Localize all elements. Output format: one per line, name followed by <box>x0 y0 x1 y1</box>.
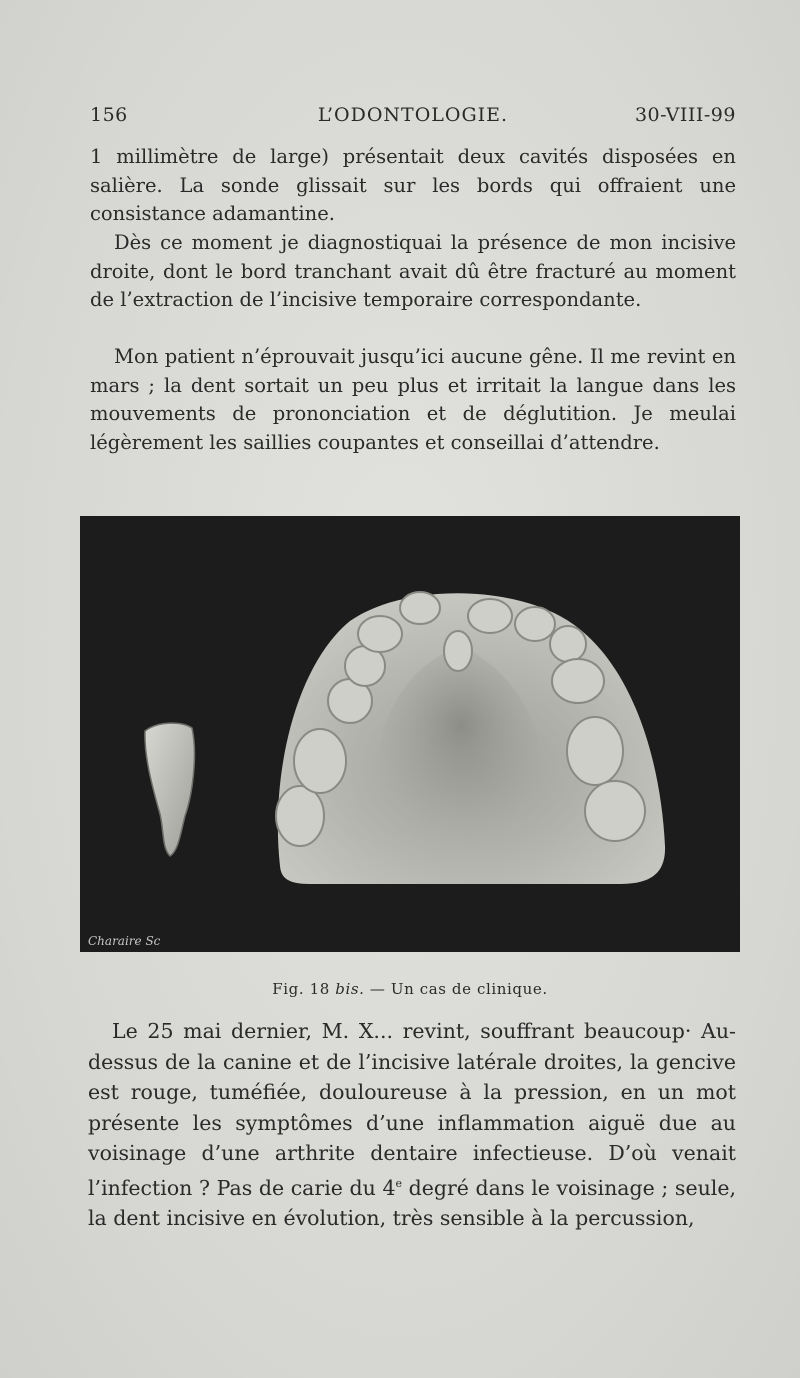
issue-date: 30-VIII-99 <box>634 104 736 126</box>
caption-figure-number: Fig. 18 <box>272 980 330 998</box>
paragraph-4-part-2: degré dans le voisinage ; seule, la dent incisive en évolution, très sensible à la percussion, <box>88 1175 736 1230</box>
paragraph-4-part-1: Le 25 mai dernier, M. X... revint, souffrant beaucoup· Au-dessus de la canine et de l’incisive latérale droites, la gencive est rouge, tuméfiée, douloureuse à la pression, en un mot présente les symptômes d’une inflammation aiguë due au voisinage d’une arthrite dentaire infectieuse. D’où venait l’infection ? Pas de carie du 4 <box>88 1019 736 1200</box>
dental-cast-illustration <box>80 516 740 952</box>
figure-caption <box>80 980 740 998</box>
caption-title: — Un cas de clinique. <box>364 980 548 998</box>
page-number: 156 <box>90 104 128 126</box>
paragraph-3-text: Mon patient n’éprouvait jusqu’ici aucune gêne. Il me revint en mars ; la dent sortait un peu plus et irritait la langue dans les mouvements de prononciation et de déglutition. Je meulai légèrement les saillies coupantes et conseillai d’attendre. <box>90 345 736 454</box>
paragraph-2 <box>90 229 736 315</box>
dental-cast-photograph <box>80 516 740 952</box>
paragraph-4 <box>88 1016 736 1233</box>
paragraph-4-text <box>88 1016 736 1233</box>
degree-superscript: e <box>395 1176 403 1190</box>
paragraph-1-text: 1 millimètre de large) présentait deux cavités disposées en salière. La sonde glissait sur les bords qui offraient une consistance adamantine. <box>90 145 736 226</box>
paragraph-3 <box>90 343 736 457</box>
engraver-signature: Charaire Sc <box>88 934 161 948</box>
journal-title: L’ODONTOLOGIE. <box>317 104 509 126</box>
caption-bis: bis. <box>335 980 365 998</box>
paragraph-1 <box>90 143 736 229</box>
paragraph-2-text: Dès ce moment je diagnostiquai la présence de mon incisive droite, dont le bord tranchant avait dû être fracturé au moment de l’extraction de l’incisive temporaire correspondante. <box>90 231 736 312</box>
running-header <box>90 104 736 132</box>
